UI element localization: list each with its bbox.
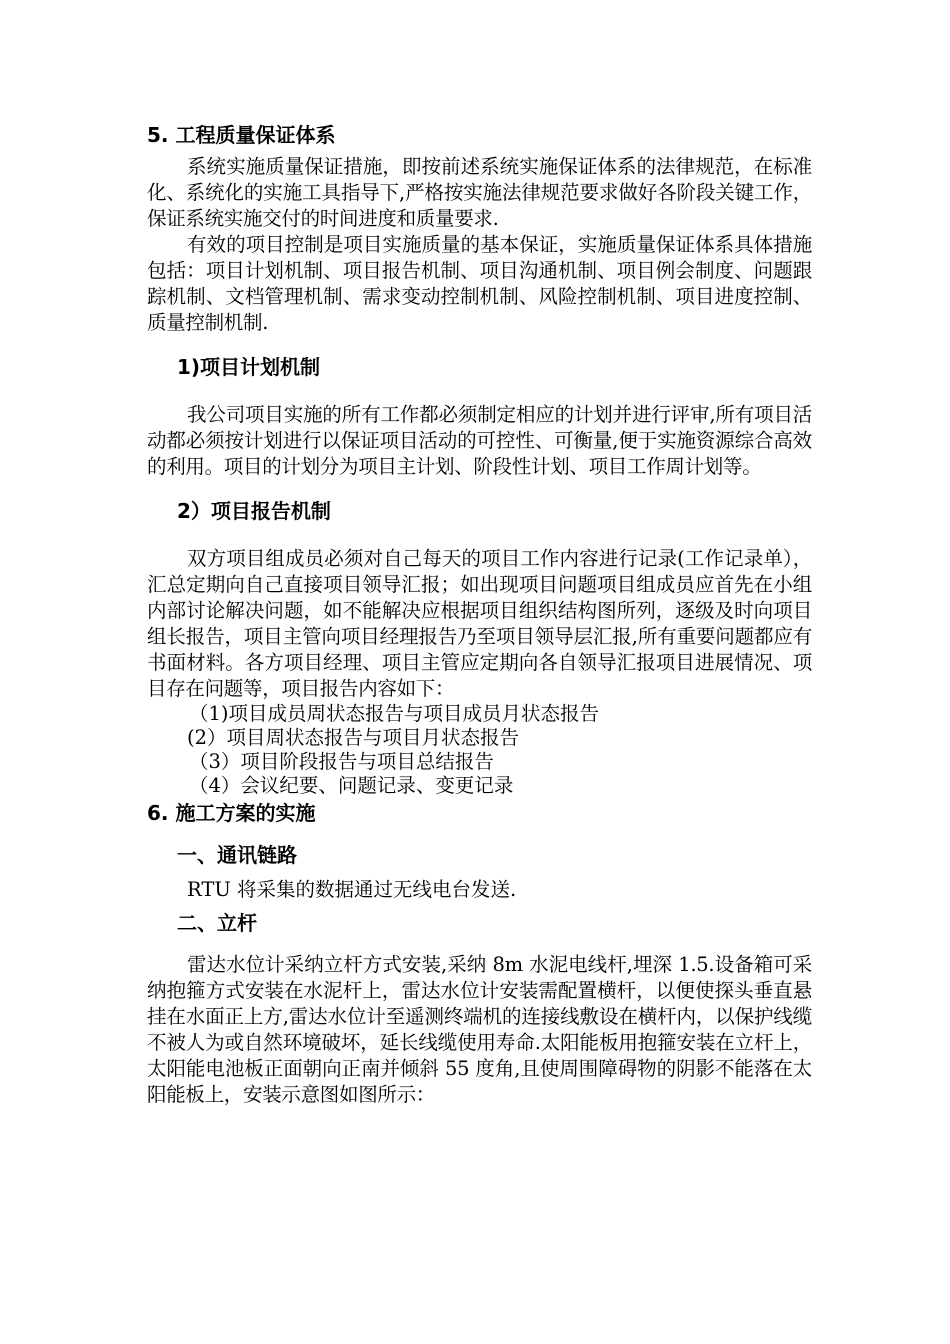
project-report-paragraph: 双方项目组成员必须对自己每天的项目工作内容进行记录(工作记录单），汇总定期向自己直接项目领导汇报；如出现项目问题项目组成员应首先在小组内部讨论解决问题，如不能解决应根据项目组织结构图所列，逐级及时向项目组长报告，项目主管向项目经理报告乃至项目领导层汇报,所有重要问题都应有书面材料。各方项目经理、项目主管应定期向各自领导汇报项目进展情况、项目存在问题等，项目报告内容如下： xyxy=(147,547,812,700)
report-content-list xyxy=(147,702,812,798)
project-report-heading: 2）项目报告机制 xyxy=(177,499,331,523)
section-5-paragraph-1: 系统实施质量保证措施，即按前述系统实施保证体系的法律规范，在标准化、系统化的实施工具指导下,严格按实施法律规范要求做好各阶段关键工作，保证系统实施交付的时间进度和质量要求. xyxy=(147,155,812,230)
list-item: (2）项目周状态报告与项目月状态报告 xyxy=(187,726,520,749)
list-item: （4）会议纪要、问题记录、变更记录 xyxy=(189,774,514,797)
section-5-paragraph-2: 有效的项目控制是项目实施质量的基本保证，实施质量保证体系具体措施包括：项目计划机制、项目报告机制、项目沟通机制、项目例会制度、问题跟踪机制、文档管理机制、需求变动控制机制、风险控制机制、项目进度控制、质量控制机制. xyxy=(147,233,812,334)
document-page xyxy=(147,120,812,1108)
section-6-heading: 6. 施工方案的实施 xyxy=(147,801,316,825)
project-plan-heading: 1)项目计划机制 xyxy=(177,355,321,379)
list-item: （1)项目成员周状态报告与项目成员月状态报告 xyxy=(189,702,600,725)
section-5-heading: 5. 工程质量保证体系 xyxy=(147,123,336,147)
list-item: （3）项目阶段报告与项目总结报告 xyxy=(189,750,494,773)
project-plan-paragraph: 我公司项目实施的所有工作都必须制定相应的计划并进行评审,所有项目活动都必须按计划进行以保证项目活动的可控性、可衡量,便于实施资源综合高效的利用。项目的计划分为项目主计划、阶段性计划、项目工作周计划等。 xyxy=(147,403,812,478)
pole-heading: 二、立杆 xyxy=(177,911,257,935)
pole-paragraph: 雷达水位计采纳立杆方式安装,采纳 8m 水泥电线杆,埋深 1.5.设备箱可采纳抱箍方式安装在水泥杆上，雷达水位计安装需配置横杆，以便使探头垂直悬挂在水面正上方,雷达水位计至遥测终端机的连接线敷设在横杆内，以保护线缆不被人为或自然环境破坏，延长线缆使用寿命.太阳能板用抱箍安装在立杆上，太阳能电池板正面朝向正南并倾斜 55 度角,且使周围障碍物的阴影不能落在太阳能板上，安装示意图如图所示： xyxy=(147,953,812,1106)
comm-link-paragraph: RTU 将采集的数据通过无线电台发送. xyxy=(187,878,517,901)
comm-link-heading: 一、通讯链路 xyxy=(177,843,297,867)
